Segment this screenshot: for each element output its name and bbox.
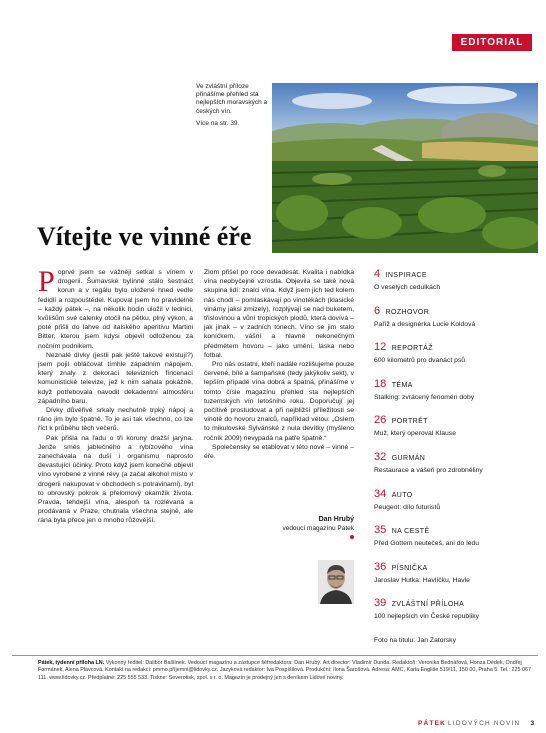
- author-portrait: [318, 560, 354, 604]
- toc-section: GURMÁN: [391, 454, 426, 462]
- author-role: vedoucí magazínu Pátek: [282, 525, 354, 532]
- article-column-2: [204, 268, 354, 461]
- toc-section: REPORTÁŽ: [391, 345, 433, 353]
- toc-item[interactable]: [374, 520, 534, 547]
- toc-item[interactable]: [374, 484, 534, 511]
- caption-page-ref: Více na str. 39.: [196, 119, 240, 127]
- toc-page-number: 32: [374, 450, 387, 463]
- author-photo-image: [318, 560, 354, 604]
- toc-item[interactable]: [374, 410, 534, 437]
- vineyard-photo: [272, 83, 538, 253]
- article-paragraph: Zlom přišel po roce devadesát. Kvalita i nabídka vína neobyčejně vzrostla. Objevila se také nová skupina lidí: znalci vína. Když jsem jich ted kolem nás chodí – pomlaskávají po vinotékách (klasické vinárny jaksi zmizely), rozplývají se nad buketem, třislovinou a vůní tropických plodů, která dovívá – jak jinak – v zadních tónech. Víno se jim stalo koníčkem, vášní a hlavně nekonečným předmětem hovoru – jako umění, láska nebo fotbal.: [204, 269, 354, 359]
- headline: Vítejte ve vinné éře: [37, 222, 252, 251]
- toc-page-number: 18: [374, 377, 387, 390]
- toc-description: 100 nejlepších vín České republiky: [374, 613, 480, 621]
- article-column-1: [38, 265, 193, 526]
- page-footer: [418, 720, 535, 727]
- imprint-text: Vykonný ředitel: Dalibor Balšínek. Vedoucí magazínu a zástupce šéfredaktora: Dan Hrubý. Art director: Vladimír Dunda. Redaktoři: Veronika Bednářová, Honza Dědek, Ondřej Formánek, Alena Plavcová. Kontakt na redakci: pmmo.příjemni@lidovky.cz. Jazyková redaktor: Iva Pospíšilová. Produkční: Ilona Šarošová. Adresa: AMC, Karla Engliše 519/11, 150 00, Praha 5. Tel.: 225 067 111. www.lidovky.cz. Předplatné: 225 555 533. Tiskne: Severotisk, spol. s r. o. Magazín je prodejný jen s deníkem Lidové noviny.: [38, 660, 531, 681]
- toc-page-number: 26: [374, 414, 387, 427]
- toc-page-number: 34: [374, 487, 387, 500]
- toc-page-number: 36: [374, 560, 387, 573]
- toc-section: TÉMA: [391, 381, 413, 389]
- toc-page-number: 4: [374, 268, 381, 280]
- toc-page-number: 39: [374, 597, 387, 610]
- table-of-contents: [374, 264, 534, 630]
- toc-section: PORTRÉT: [391, 418, 428, 426]
- footer-brand-secondary: LIDOVÝCH NOVIN: [448, 720, 521, 727]
- toc-item[interactable]: [374, 337, 534, 364]
- toc-description: 600 kilometrů pro dvanáct psů: [374, 357, 466, 365]
- toc-item[interactable]: [374, 264, 534, 291]
- toc-item[interactable]: [374, 557, 534, 584]
- toc-item[interactable]: [374, 593, 534, 620]
- toc-section: INSPIRACE: [385, 272, 427, 279]
- article-paragraph: Společensky se etablovat v této nové – vinné – éře.: [204, 443, 354, 461]
- toc-description: Restaurace a vášeň pro zdrobněliny: [374, 466, 483, 474]
- article-paragraph: Neznalé dívky (jestli pak ještě takové existují?) jsem pojil obláčovat tímhle západním nápojem, který znaly z dekorací televizních fíncenací komunistické televize, jež k nim sahala pokážně, když potřebovala navodit dekadentní atmosféru západního baru.: [38, 351, 193, 405]
- drop-cap: P: [38, 265, 55, 298]
- toc-section: ROZHOVOR: [385, 308, 430, 316]
- author-name: Dan Hrubý: [318, 516, 354, 523]
- section-label: EDITORIAL: [452, 34, 532, 51]
- toc-description: Peugeot: dílo futuristů: [374, 503, 441, 511]
- end-mark: [350, 535, 354, 539]
- toc-item[interactable]: [374, 374, 534, 401]
- article-paragraph: Dívky důvěřivé srkaly nechutně trpký nápoj a ráno jim bylo špatně. To je asi tak všechno, co lze říct k průběhu těch večerů.: [38, 407, 193, 433]
- imprint-lead: Pátek, týdenní příloha LN.: [38, 660, 105, 666]
- toc-description: Stalking: zvrácený fenomén doby: [374, 393, 475, 401]
- divider: [12, 655, 538, 656]
- toc-description: Před Gottem neutečeš, ani do ledu: [374, 540, 480, 548]
- caption-text: Ve zvláštní příloze přinášíme přehled sta nejlepších moravských a českých vín.: [196, 83, 268, 115]
- toc-section: AUTO: [391, 491, 413, 499]
- toc-item[interactable]: [374, 447, 534, 474]
- article-paragraph: Pro nás ostatní, kteří nadále rozlišujeme pouze červené, bílé a šampaňské (tedy jakýkoliv sekt), v lepším případě vína dobrá a špatná, přinášíme v tomto čísle magazínu přehled sta nejlepších tuzemských vín letošního roku. Doporučují jej počítivě prostudovat a při nejbližší příležitosti se vinotě do hovoru znalců, například větou: „Oslem to mikulovské Sylvánské z nula devítky (myšleno ročník 2009) nevypadá na patře špatně.“: [204, 361, 354, 442]
- toc-section: PÍSNIČKA: [391, 564, 428, 572]
- toc-section: NA CESTĚ: [391, 528, 430, 536]
- article-paragraph: Pak přišla na řadu o tři koruny dražší jarýna. Jenže směs jablečného a rybízového vína zanechávala na duši i organismu naprosto devastující účinky. Proto když jsem konečně objevil víno vyrobené z vinné révy (a začal alkohol místo v drogerii nakupovat v obchodech s potravinami), byl to obrovský pokrok a přelomový okamžik života. Pravda, tehdejší vína, alespoň ta rozlévaná a prodávaná v Praze, chutnala všechna stejně, ale rána byla přece jen o mnoho růžovější.: [38, 434, 193, 525]
- toc-description: Muž, který operoval Klause: [374, 430, 456, 438]
- page-number: 3: [530, 720, 536, 727]
- toc-page-number: 12: [374, 341, 387, 354]
- toc-section: ZVLÁŠTNÍ PŘÍLOHA: [391, 601, 465, 609]
- article-paragraph: [38, 265, 193, 351]
- toc-description: Jaroslav Hutka: Havlíčku, Havle: [374, 576, 470, 584]
- footer-brand-primary: PÁTEK: [418, 720, 447, 727]
- vineyard-image: [272, 83, 538, 253]
- imprint: [38, 660, 538, 682]
- author-signature: [258, 516, 354, 532]
- toc-description: Paříž a designérka Lucie Koldová: [374, 320, 476, 328]
- paragraph-text: oprvé jsem se vážněji setkal s vínem v drogerii. Šumavské bylinné stálo šestnáct korun a v regálu bylo uložené hned vedle fedidlí a rozpouštědel. Kupoval jsem ho pravidelně – každý pátek –, na několik hodin uložil v lednici, kvůlišům své calenky otočil na pětku, plný výkon, a poté přišli do lahve od italského aperitivu Martini Bitter, kterou jsem kdysi objevil odloženou za nočním podnikem.: [38, 269, 193, 350]
- toc-description: O veselých cedulkách: [374, 284, 441, 291]
- cover-photo-credit: Foto na titulu: Jan Zatorsky: [374, 637, 456, 644]
- toc-page-number: 35: [374, 524, 387, 537]
- toc-page-number: 6: [374, 304, 381, 317]
- photo-caption: [196, 83, 268, 128]
- toc-item[interactable]: [374, 301, 534, 328]
